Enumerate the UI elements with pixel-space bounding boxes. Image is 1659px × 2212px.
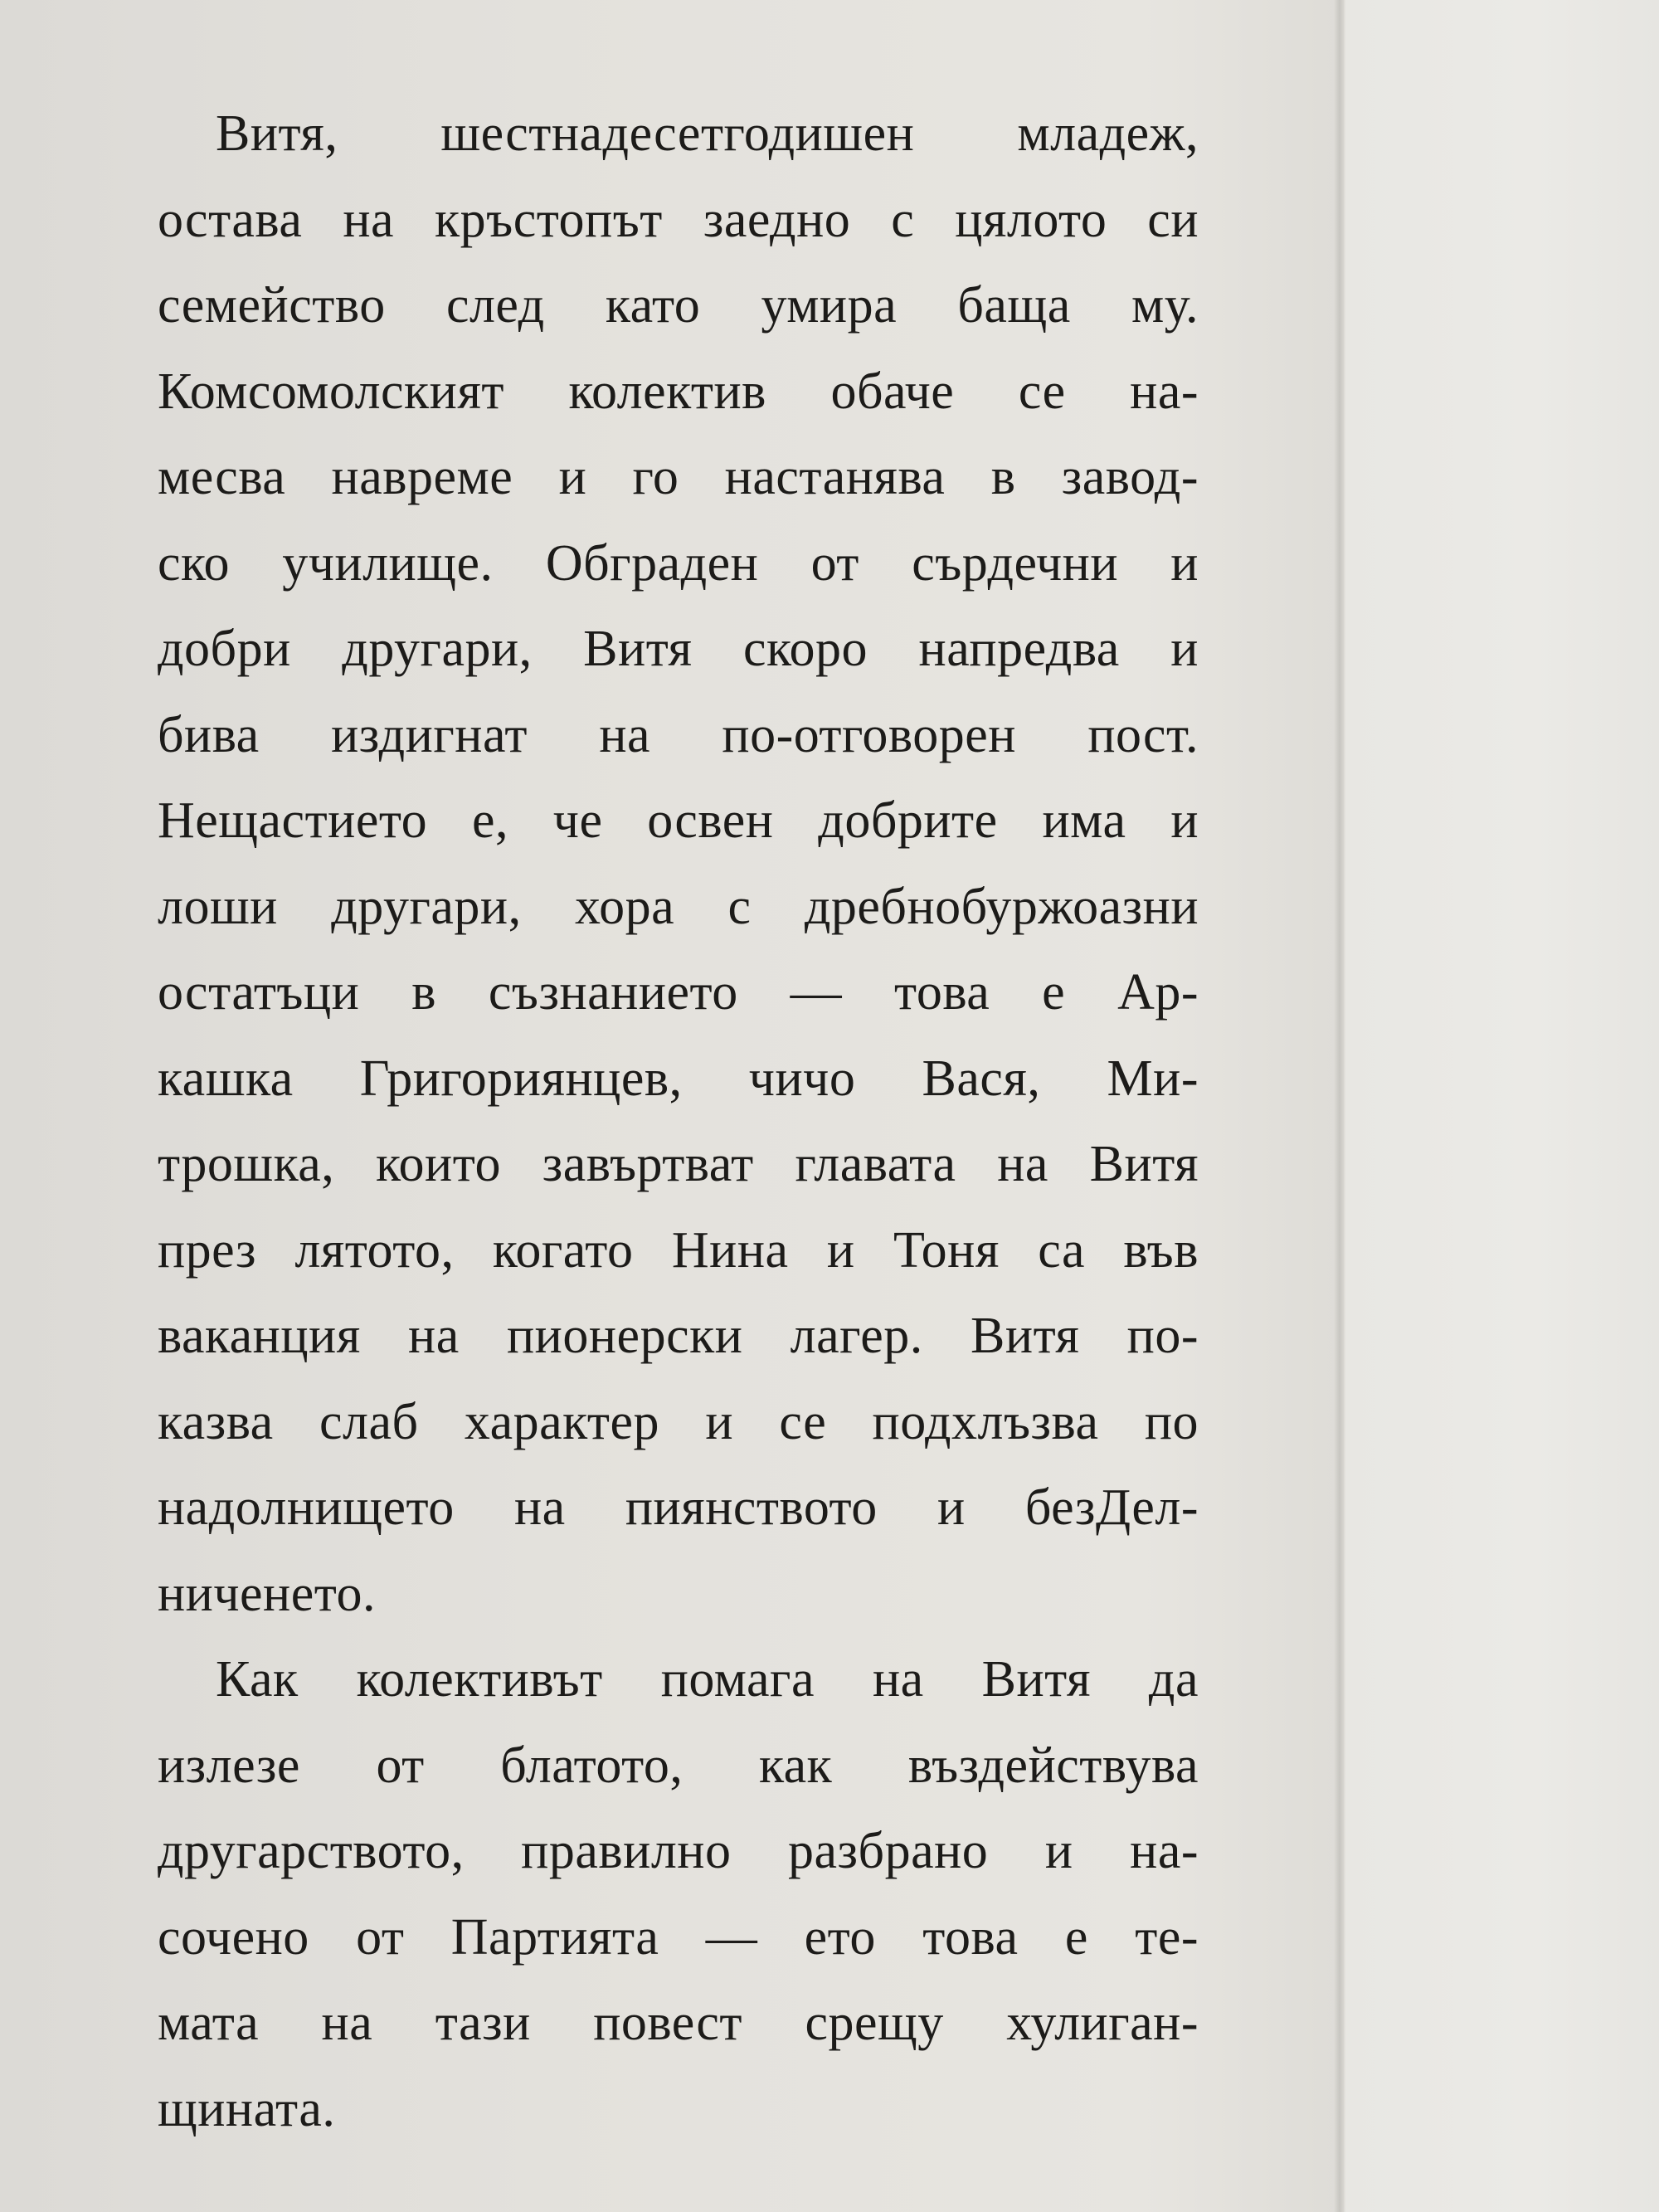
text-line: надолнището на пиянството и безДел- [158,1479,1199,1536]
text-line: другарството, правилно разбрано и на- [158,1823,1199,1879]
text-line: сочено от Партията — ето това е те- [158,1908,1199,1966]
paragraph-2 [158,1637,1199,2152]
text-line: излезе от блатото, как въздействува [158,1737,1199,1794]
text-line: остава на кръстопът заедно с цялото си [158,191,1199,248]
text-line: щината. [158,2080,336,2137]
text-line: трошка, които завъртват главата на Витя [158,1136,1199,1192]
paragraph-1 [158,91,1199,1637]
text-line: добри другари, Витя скоро напредва и [158,621,1199,677]
text-line: лоши другари, хора с дребнобуржоазни [158,878,1199,935]
text-line: казва слаб характер и се подхлъзва по [158,1393,1199,1450]
text-line: през лятото, когато Нина и Тоня са във [158,1221,1199,1279]
text-line: кашка Григориянцев, чичо Вася, Ми- [158,1050,1199,1107]
text-line: ниченето. [158,1565,377,1622]
page-edge-shadow [1334,0,1345,2212]
text-line: Комсомолският колектив обаче се на- [158,363,1199,420]
text-line: бива издигнат на по-отговорен пост. [158,706,1199,763]
text-line: Витя, шестнадесетгодишен младеж, [216,105,1199,162]
text-line: месва навреме и го настанява в завод- [158,449,1199,505]
underlying-page [1345,0,1659,2212]
text-line: ско училище. Обграден от сърдечни и [158,534,1199,592]
text-line: Нещастието е, че освен добрите има и [158,792,1199,849]
text-line: остатъци в съзнанието — това е Ар- [158,964,1199,1021]
text-line: семейство след като умира баща му. [158,277,1199,334]
text-line: мата на тази повест срещу хулиган- [158,1995,1199,2051]
text-line: ваканция на пионерски лагер. Витя по- [158,1308,1199,1364]
body-text [158,91,1199,2152]
text-line: Как колективът помага на Витя да [216,1651,1199,1708]
